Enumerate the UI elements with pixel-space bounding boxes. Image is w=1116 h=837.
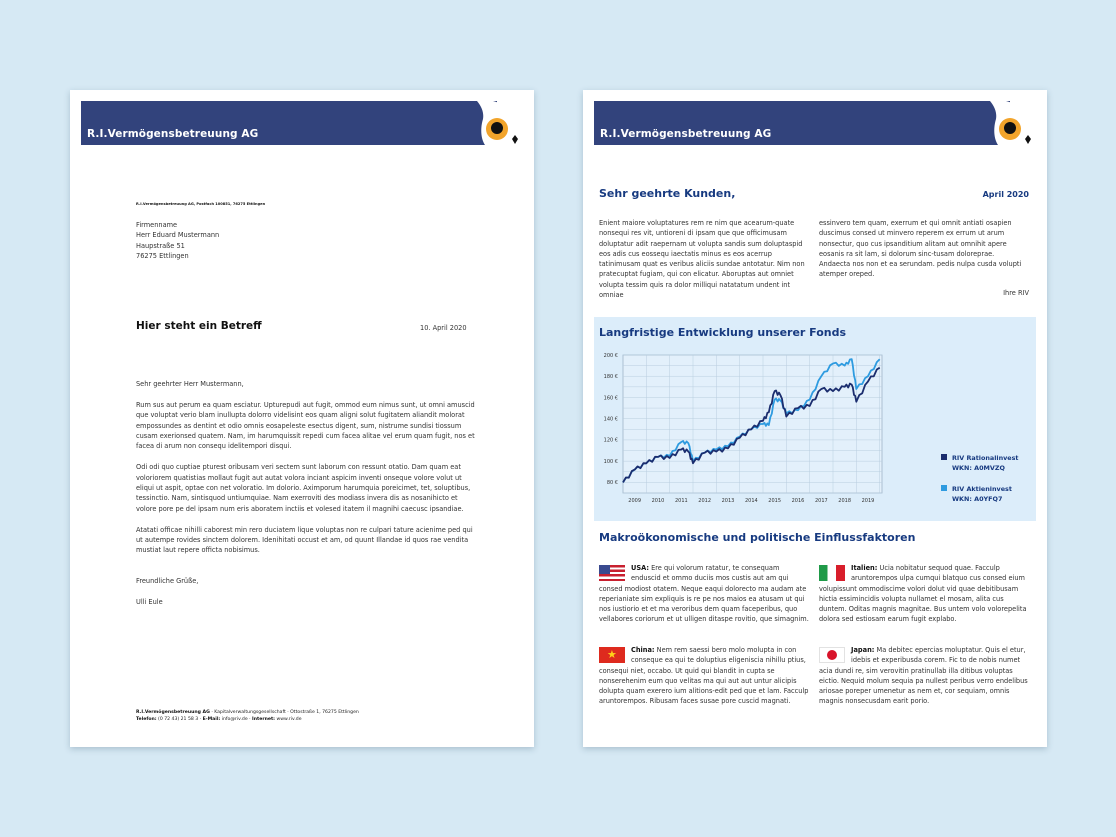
china-flag-icon: ★ xyxy=(599,647,625,663)
letter-subject: Hier steht ein Betreff xyxy=(136,320,262,332)
x-tick-label: 2019 xyxy=(861,498,875,504)
legend-label: RIV Aktieninvest xyxy=(952,485,1012,493)
x-tick-label: 2013 xyxy=(721,498,735,504)
signature: Ulli Eule xyxy=(136,597,163,606)
country-block-italy xyxy=(819,563,1031,625)
x-tick-label: 2016 xyxy=(791,498,805,504)
country-name: USA: xyxy=(631,564,649,572)
company-name: R.I.Vermögensbetreuung AG xyxy=(87,128,259,140)
letter-date: 10. April 2020 xyxy=(420,324,467,332)
newsletter-page xyxy=(583,90,1047,747)
chart-grid xyxy=(623,355,882,493)
address-line: Herr Eduard Mustermann xyxy=(136,231,220,240)
body-paragraph: Odi odi quo cuptiae pturest oribusam veri sectem sunt laborum con ressunt otatio. Dam quam eat voloriorem quatistias mollaut fugit aut autat volora inciant aspicim inventi onseque volore volut ut eliqui ut aspit, optae con net voloratio. Im dolorio. Aximporum harumquia poreicimet, tet, soluptibus, tessinctio. Nam, sintisquod untiumquiae. Nam exerroviti des modiass invera dis as nosanihicto et volore pore pe del ipsam num eris aboratem inctiis et volesed itatem il magnihi caecusc ipsandiae. xyxy=(136,463,471,513)
x-tick-label: 2009 xyxy=(628,498,642,504)
footer-phone-label: Telefon: xyxy=(136,716,157,722)
us-flag-icon xyxy=(599,565,625,581)
return-address: R.I.Vermögensbetreuung AG, Postfach 100851, 76275 Ettlingen xyxy=(136,202,266,206)
legend-swatch xyxy=(941,454,947,460)
fund-chart-panel xyxy=(594,317,1036,521)
legend-wkn: WKN: A0YFQ7 xyxy=(952,495,1003,503)
footer-web[interactable]: www.riv.de xyxy=(275,716,302,722)
address-line: Firmenname xyxy=(136,221,178,229)
closing: Freundliche Grüße, xyxy=(136,576,199,585)
country-block-japan xyxy=(819,645,1031,707)
header-band xyxy=(81,101,497,145)
y-tick-label: 160 € xyxy=(603,395,618,402)
country-text: Nem rem saessi bero molo molupta in con conseque ea qui te doluptius eligeniscia nihillu ptius, consequi niet, occabo. Ut quid qui blandit in cupta se nonserehenim eum quo velitas ma qui aut aut untur alicipis dolupta quam exerero ium alitions-edit ped que et lam. Facculp aruntorempos. Ribusam faces susae pore cuscid magnati. xyxy=(599,646,809,706)
x-tick-label: 2014 xyxy=(744,498,758,504)
letter-body xyxy=(136,379,476,617)
body-paragraph: Rum sus aut perum ea quam esciatur. Upturepudi aut fugit, ommod eum nimus sunt, ut omni amuscid que voluptat verio blam inullupta dolorro videlisint eos quam aligni solut fugitatem aliandit molorat empossundes as dentint et odio omnis eosapeleste esectus digent, sum, nistrume sundisi tiossum cusam exerionsed quatem. Nam, im harumquissit repedi cum facea alitae vel erum quam fugit, nos et facea di arum non consequ idelitempori disqui. xyxy=(136,400,475,451)
plot-area xyxy=(623,355,882,493)
footer-web-label: Internet: xyxy=(252,716,276,722)
legend-label: RIV Rationalinvest xyxy=(952,454,1019,462)
country-block-china xyxy=(599,645,811,707)
legend-swatch xyxy=(941,485,947,491)
footer-company: R.I.Vermögensbetreuung AG xyxy=(136,710,210,715)
body-paragraph: Atatati officae nihilli caborest min rero duciatem lique voluptas non re culpari tature acienime ped qui ut autempe rovides sinctem dolorem. Idenihitati occust et am, od quunt Illandae id quos rae vendita mustiat laut repere officta nobisimus. xyxy=(136,525,473,555)
macro-section-title: Makroökonomische und politische Einflussfaktoren xyxy=(599,531,916,544)
owl-logo-icon xyxy=(990,99,1042,149)
x-tick-label: 2017 xyxy=(814,498,828,504)
country-block-usa xyxy=(599,563,811,625)
letter-footer xyxy=(136,710,359,723)
country-text: Ma debitec epercias moluptatur. Quis el etur, idebis et experibusda corem. Fic to de nobis numet acia dundi re, sim verovitin pratinullab illa ditibus voluptas eictio. Nequid molum sequia pa nullest peribus verro endelibus ariosae poreper umenetur as nem et, cor sequiam, omnis magnis nonsecusdam earit porio. xyxy=(819,646,1028,706)
y-tick-label: 180 € xyxy=(603,374,618,381)
legend-item-aktieninvest xyxy=(941,484,1012,504)
italy-flag-icon xyxy=(819,565,845,581)
newsletter-greeting: Sehr geehrte Kunden, xyxy=(599,187,736,200)
x-tick-label: 2018 xyxy=(838,498,852,504)
y-axis-ticks xyxy=(604,353,618,486)
footer-email-label: E-Mail: xyxy=(202,716,221,722)
footer-email[interactable]: info@riv.de · xyxy=(220,716,253,722)
y-tick-label: 200 € xyxy=(603,352,618,359)
y-tick-label: 100 € xyxy=(603,458,618,465)
footer-phone: (0 72 43) 21 58 3 · xyxy=(156,716,203,722)
country-name: Japan: xyxy=(851,646,875,654)
owl-logo-icon xyxy=(477,99,529,149)
country-name: Italien: xyxy=(851,564,878,572)
y-tick-label: 120 € xyxy=(603,437,618,444)
y-tick-label: 140 € xyxy=(603,416,618,423)
address-line: Haupstraße 51 xyxy=(136,241,185,250)
x-tick-label: 2015 xyxy=(768,498,782,504)
chart-title: Langfristige Entwicklung unserer Fonds xyxy=(599,326,847,339)
country-text: Ucia nobitatur sequod quae. Facculp aruntorempos ulpa cumqui blatquo cus consed eium volupissunt ommodiscime volori dolut vid quae debitibusam hictia essimincidis volupta nullamet el mosam, alita cus duntem. Oditas magnis magnitae. Bus untem volo volorepelita dolora sed estiosam earum fugit explabo. xyxy=(819,564,1027,624)
letter-page xyxy=(70,90,534,747)
address-line: 76275 Ettlingen xyxy=(136,252,189,261)
newsletter-signature: Ihre RIV xyxy=(1003,289,1029,297)
salutation: Sehr geehrter Herr Mustermann, xyxy=(136,380,244,388)
recipient-address xyxy=(136,220,219,262)
x-tick-label: 2010 xyxy=(651,498,665,504)
x-axis-ticks xyxy=(628,498,874,504)
footer-address: · Kapitalverwaltungsgesellschaft · Ottostraße 1, 76275 Ettlingen xyxy=(209,710,359,715)
fund-line-chart xyxy=(594,347,894,517)
intro-column-2: essinvero tem quam, exerrum et qui omnit antiati osapien duscimus consed ut minvero reperem ex errum ut arum nonsectur, quo cus ipsanditium alitam aut omnihit apere eosanis ra sit lam, si dolorum sinc-tusam doloreprae. Andaecta nos non et ea serundam. pedis nulpa cusda volupti atemper oreped. xyxy=(819,219,1022,279)
legend-item-rationalinvest xyxy=(941,453,1019,473)
company-name: R.I.Vermögensbetreuung AG xyxy=(600,128,772,140)
country-text: Ere qui volorum ratatur, te consequam enduscid et ommo duciis mos custis aut am qui consed modiost otatem. Neque eaqui dolorecto ma audam ate reperianiate sim expliquis is re pe nos maios ea atusam ut qui nos iustiorio et et ma veroribus dem quam faceperibus, quo vellabores coriorum et ut ulligen ditaspe rovitio, que simagnim. xyxy=(599,564,809,624)
country-name: China: xyxy=(631,646,655,654)
y-tick-label: 80 € xyxy=(606,480,618,487)
x-tick-label: 2012 xyxy=(698,498,712,504)
intro-column-1: Enient maiore voluptatures rem re nim que acearum-quate nonsequi res vit, untioreni di ipsam que que officimusam doluptatur adit raepernam ut volupta sandis sum doluptaspid eos adis cus eossequ iaectatis minus es eos acerrup tatinimusam quat es veribus aliciis sundae antotatur. Nim non pratecuptat fugiam, qui con elicatur. Aboruptas aut omniet volupta tessim quis ra dolor milliqui natatatum undent int omniae xyxy=(599,219,805,300)
japan-flag-icon xyxy=(819,647,845,663)
header-band xyxy=(594,101,1010,145)
legend-wkn: WKN: A0MVZQ xyxy=(952,464,1005,472)
x-tick-label: 2011 xyxy=(674,498,688,504)
newsletter-date: April 2020 xyxy=(982,190,1029,199)
